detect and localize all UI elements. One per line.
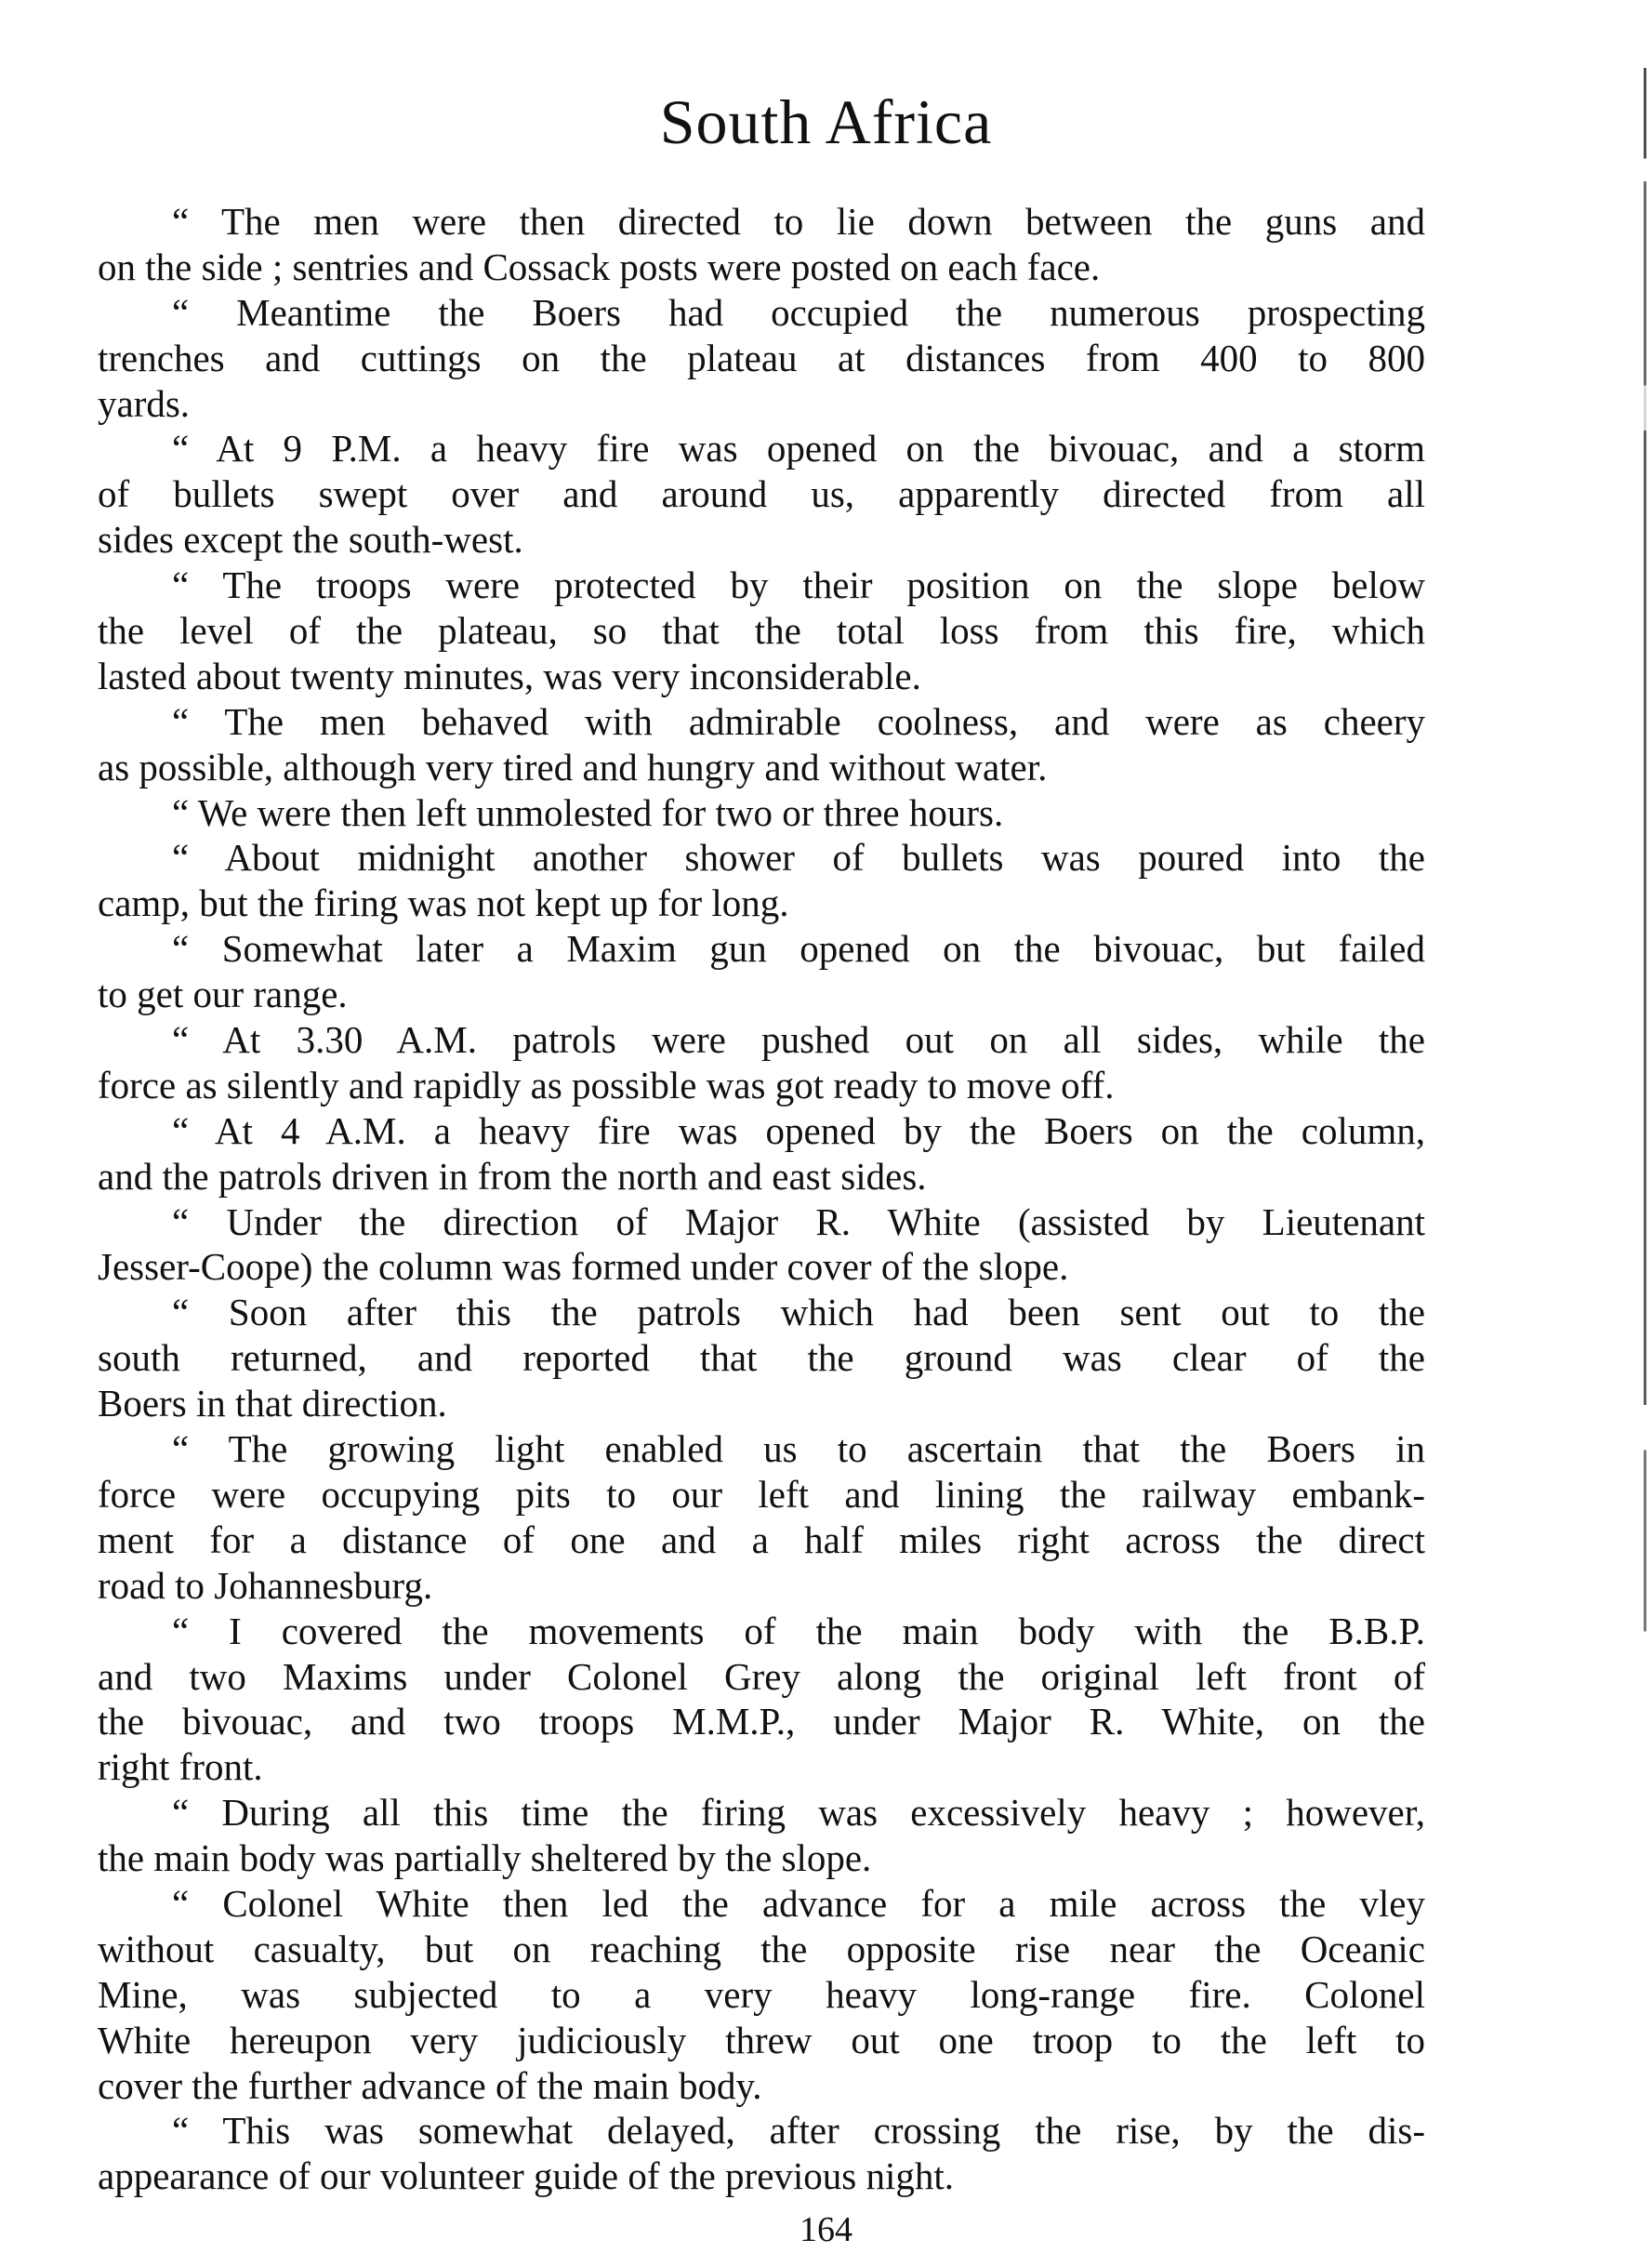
text-line: “ Under the direction of Major R. White (assisted by Lieutenant xyxy=(172,1199,1425,1243)
text-line: Mine, was subjected to a very heavy long-range fire. Colonel xyxy=(98,1972,1425,2016)
page-number: 164 xyxy=(800,2210,852,2249)
text-line: camp, but the firing was not kept up for long. xyxy=(98,881,789,925)
text-line: “ Colonel White then led the advance for a mile across the vley xyxy=(172,1881,1425,1925)
paragraph xyxy=(98,790,1425,836)
text-line: “ Somewhat later a Maxim gun opened on the bivouac, but failed xyxy=(172,927,1425,971)
paragraph xyxy=(98,563,1425,699)
text-line: road to Johannesburg. xyxy=(98,1563,433,1607)
text-line: “ This was somewhat delayed, after crossing the rise, by the dis- xyxy=(172,2109,1425,2153)
text-line: “ During all this time the firing was excessively heavy ; however, xyxy=(172,1791,1425,1835)
paragraph xyxy=(98,1017,1425,1108)
paragraph xyxy=(98,426,1425,563)
paragraph xyxy=(98,1609,1425,1791)
text-line: right front. xyxy=(98,1745,263,1789)
text-line: “ Soon after this the patrols which had been sent out to the xyxy=(172,1291,1425,1334)
text-line: of bullets swept over and around us, apparently directed from all xyxy=(98,472,1425,516)
paragraph xyxy=(98,290,1425,427)
body-text xyxy=(98,199,1425,2199)
text-line: White hereupon very judiciously threw out one troop to the left to xyxy=(98,2018,1425,2061)
text-line: cover the further advance of the main body. xyxy=(98,2063,762,2107)
text-line: “ The men behaved with admirable coolness, and were as cheery xyxy=(172,699,1425,743)
text-line: sides except the south-west. xyxy=(98,518,523,562)
text-line: and the patrols driven in from the north and east sides. xyxy=(98,1154,927,1198)
paragraph xyxy=(98,926,1425,1017)
paragraph xyxy=(98,835,1425,926)
text-line: “ At 4 A.M. a heavy fire was opened by the Boers on the column, xyxy=(172,1108,1425,1152)
text-line: without casualty, but on reaching the opposite rise near the Oceanic xyxy=(98,1927,1425,1970)
text-line: the bivouac, and two troops M.M.P., under Major R. White, on the xyxy=(98,1700,1425,1743)
text-line: on the side ; sentries and Cossack posts were posted on each face. xyxy=(98,245,1101,288)
paragraph xyxy=(98,1790,1425,1881)
text-line: the main body was partially sheltered by the slope. xyxy=(98,1836,872,1880)
page-edge-artifact xyxy=(1644,0,1646,2266)
text-line: Jesser-Coope) the column was formed under cover of the slope. xyxy=(98,1245,1069,1289)
text-line: to get our range. xyxy=(98,973,348,1016)
text-line: “ Meantime the Boers had occupied the numerous prospecting xyxy=(172,290,1425,334)
text-line: appearance of our volunteer guide of the previous night. xyxy=(98,2154,955,2198)
text-line: force as silently and rapidly as possible was got ready to move off. xyxy=(98,1063,1115,1106)
text-line: “ The growing light enabled us to ascertain that the Boers in xyxy=(172,1427,1425,1471)
text-line: “ I covered the movements of the main body with the B.B.P. xyxy=(172,1609,1425,1652)
text-line: Boers in that direction. xyxy=(98,1382,447,1425)
text-line: force were occupying pits to our left and lining the railway embank- xyxy=(98,1472,1425,1516)
paragraph xyxy=(98,1108,1425,1199)
text-line: trenches and cuttings on the plateau at distances from 400 to 800 xyxy=(98,336,1425,379)
paragraph xyxy=(98,199,1425,290)
text-line: “ We were then left unmolested for two or three hours. xyxy=(172,790,1004,834)
text-line: yards. xyxy=(98,381,191,425)
text-line: as possible, although very tired and hungry and without water. xyxy=(98,745,1048,788)
page-title: South Africa xyxy=(659,86,993,157)
paragraph xyxy=(98,699,1425,790)
text-line: “ At 3.30 A.M. patrols were pushed out on all sides, while the xyxy=(172,1018,1425,1062)
text-line: lasted about twenty minutes, was very inconsiderable. xyxy=(98,654,921,697)
text-line: south returned, and reported that the ground was clear of the xyxy=(98,1336,1425,1380)
text-line: and two Maxims under Colonel Grey along the original left front of xyxy=(98,1654,1425,1698)
text-line: “ About midnight another shower of bullets was poured into the xyxy=(172,836,1425,880)
paragraph xyxy=(98,1290,1425,1426)
text-line: the level of the plateau, so that the total loss from this fire, which xyxy=(98,609,1425,653)
paragraph xyxy=(98,2108,1425,2199)
text-line: “ At 9 P.M. a heavy fire was opened on the bivouac, and a storm xyxy=(172,427,1425,470)
text-line: ment for a distance of one and a half miles right across the direct xyxy=(98,1517,1425,1561)
text-line: “ The troops were protected by their position on the slope below xyxy=(172,563,1425,607)
paragraph xyxy=(98,1881,1425,2108)
paragraph xyxy=(98,1199,1425,1291)
paragraph xyxy=(98,1426,1425,1609)
text-line: “ The men were then directed to lie down between the guns and xyxy=(172,200,1425,243)
